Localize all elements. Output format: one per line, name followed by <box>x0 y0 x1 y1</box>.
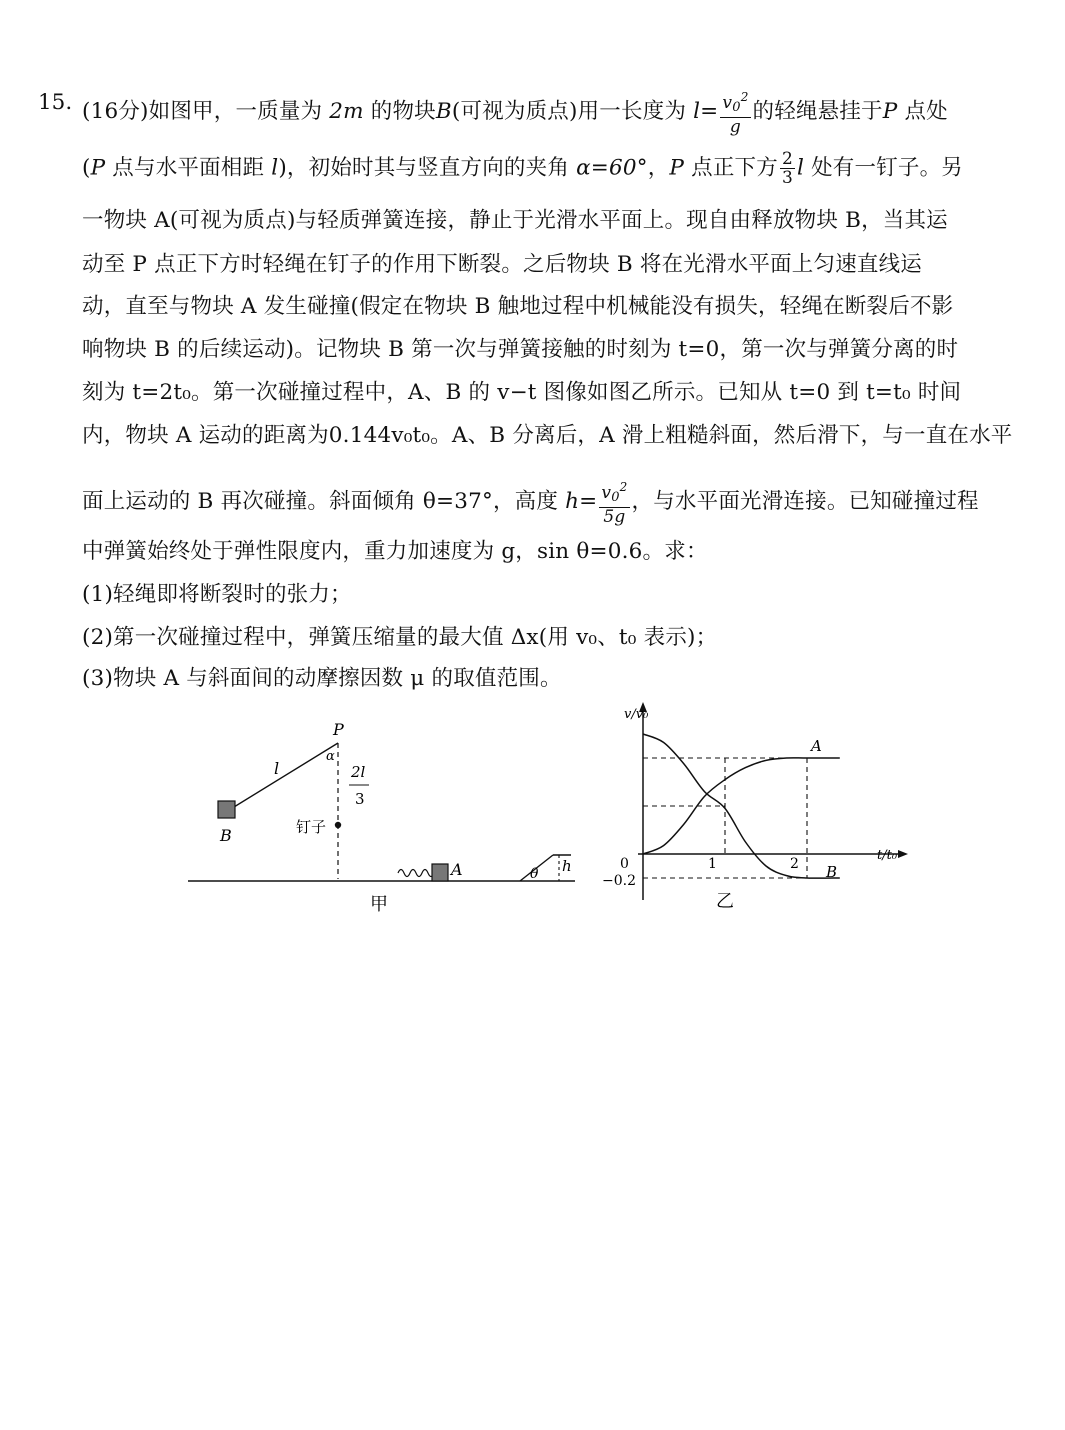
sub-question-3: (3)物块 A 与斜面间的动摩擦因数 μ 的取值范围。 <box>82 666 562 691</box>
question-line-6: 响物块 B 的后续运动)。记物块 B 第一次与弹簧接触的时刻为 t=0，第一次与弹簧分离的时 <box>82 337 959 362</box>
question-score: (16分) <box>82 99 149 124</box>
fraction-two-thirds: $\frac{2}{3}$ <box>781 149 793 188</box>
tick-0: 0 <box>620 856 629 872</box>
question-line-7: 刻为 t=2t₀。第一次碰撞过程中，A、B 的 v−t 图像如图乙所示。已知从 t=0 到 t=t₀ 时间 <box>82 380 962 405</box>
question-line-1: (16分)如图甲，一质量为 2m 的物块B(可视为质点)用一长度为 l= $\frac{v_0^2}{g}$ 的轻绳悬挂于P 点处 <box>82 90 948 137</box>
question-line-2: (P 点与水平面相距 l)，初始时其与竖直方向的夹角 α=60°，P 点正下方 $\frac{2}{3}$ l 处有一钉子。另 <box>82 149 963 188</box>
label-2l: 2l <box>351 763 366 781</box>
question-line-8: 内，物块 A 运动的距离为0.144v₀t₀。A、B 分离后，A 滑上粗糙斜面，然后滑下，与一直在水平 <box>82 423 1013 448</box>
caption-yi: 乙 <box>716 891 734 912</box>
question-line-4: 动至 P 点正下方时轻绳在钉子的作用下断裂。之后物块 B 将在光滑水平面上匀速直线运 <box>82 252 923 277</box>
label-b: B <box>220 826 232 845</box>
question-line-3: 一物块 A(可视为质点)与轻质弹簧连接，静止于光滑水平面上。现自由释放物块 B，当其运 <box>82 208 948 233</box>
tick-neg-0-2: −0.2 <box>602 873 636 889</box>
chart-dashed-guides <box>643 758 807 878</box>
label-3: 3 <box>355 790 365 808</box>
y-axis-label: v/v₀ <box>624 707 649 722</box>
fraction-v0sq-over-g: $\frac{v_0^2}{g}$ <box>722 90 749 137</box>
sub-question-2: (2)第一次碰撞过程中，弹簧压缩量的最大值 Δx(用 v₀、t₀ 表示)； <box>82 625 718 650</box>
x-axis-label: t/t₀ <box>877 848 898 863</box>
question-line-9: 面上运动的 B 再次碰撞。斜面倾角 θ=37°，高度 h= $\frac{v_0^2}{5g}$ ，与水平面光滑连接。已知碰撞过程 <box>82 480 979 527</box>
block-a <box>432 864 448 881</box>
label-p: P <box>333 720 344 739</box>
block-b <box>218 801 235 818</box>
question-line-5: 动，直至与物块 A 发生碰撞(假定在物块 B 触地过程中机械能没有损失，轻绳在断裂后不影 <box>82 294 954 319</box>
label-theta: θ <box>530 866 539 882</box>
nail-dot <box>335 822 341 828</box>
rope <box>234 743 338 807</box>
question-number: 15. <box>38 90 73 115</box>
x-axis-arrow <box>898 850 908 858</box>
label-l: l <box>274 759 280 778</box>
figure-jia <box>180 715 600 915</box>
tick-2: 2 <box>790 856 799 872</box>
figure-yi-vt-chart <box>598 700 928 915</box>
label-h: h <box>562 857 572 875</box>
label-alpha: α <box>326 749 335 764</box>
caption-jia: 甲 <box>370 894 388 915</box>
question-line-10: 中弹簧始终处于弹性限度内，重力加速度为 g，sin θ=0.6。求： <box>82 539 708 564</box>
curve-label-a: A <box>811 737 822 755</box>
curve-label-b: B <box>826 863 838 881</box>
label-a: A <box>451 860 463 879</box>
sub-question-1: (1)轻绳即将断裂时的张力； <box>82 582 352 607</box>
tick-1: 1 <box>708 856 717 872</box>
fraction-v0sq-over-5g: $\frac{v_0^2}{5g}$ <box>601 480 628 527</box>
label-nail: 钉子 <box>296 818 327 836</box>
